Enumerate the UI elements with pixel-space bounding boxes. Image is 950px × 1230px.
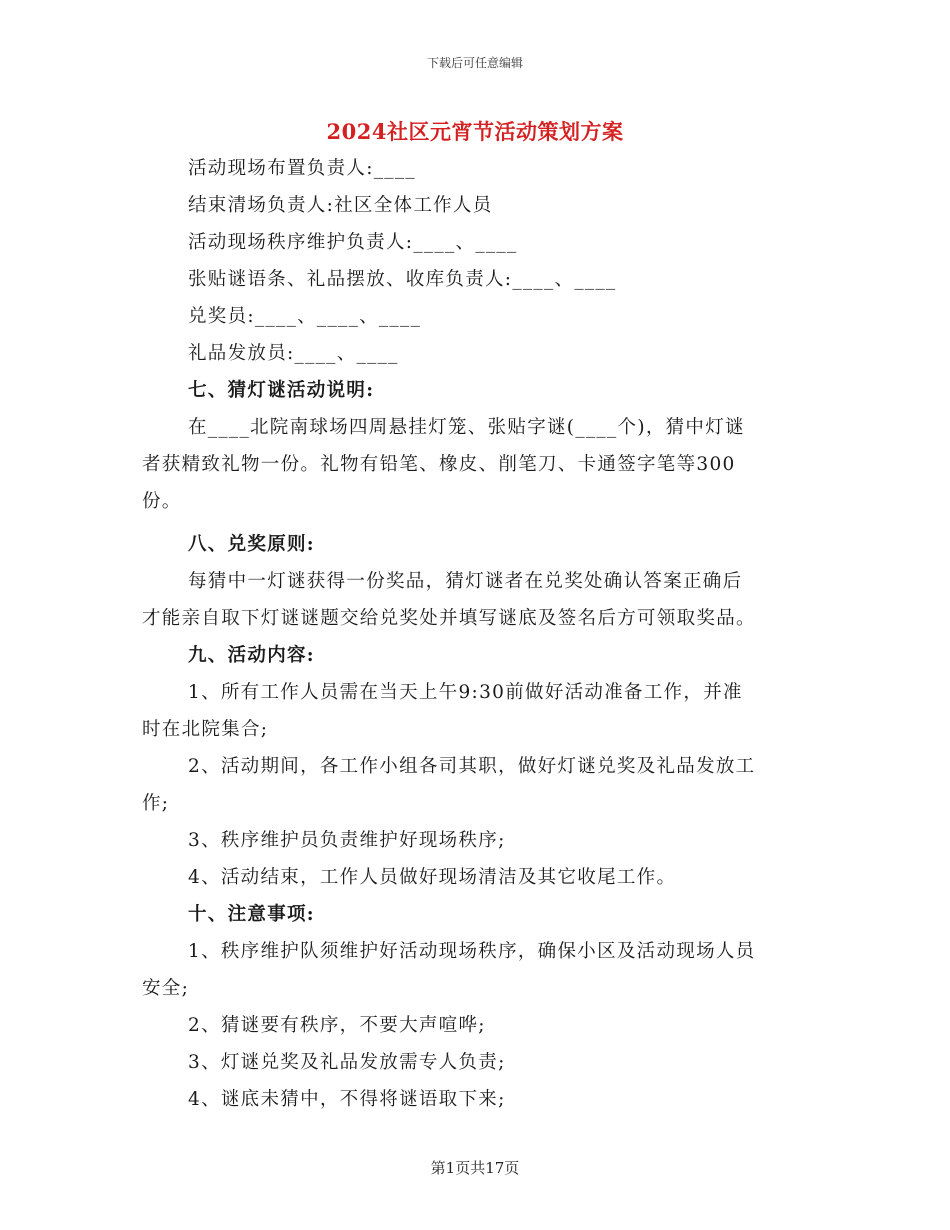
paragraph-line: 张贴谜语条、礼品摆放、收库负责人:____、____ [188,269,617,290]
paragraph-line: 在____北院南球场四周悬挂灯笼、张贴字谜(____个)，猜中灯谜 [188,417,745,438]
paragraph-line: 每猜中一灯谜获得一份奖品，猜灯谜者在兑奖处确认答案正确后 [188,571,743,592]
paragraph-line: 者获精致礼物一份。礼物有铅笔、橡皮、削笔刀、卡通签字笔等300 [142,454,736,475]
section-heading: 八、兑奖原则: [188,534,315,555]
section-heading: 十、注意事项: [188,904,315,925]
paragraph-line: 才能亲自取下灯谜谜题交给兑奖处并填写谜底及签名后方可领取奖品。 [142,608,756,629]
paragraph-line: 活动现场布置负责人:____ [188,158,416,179]
paragraph-line: 3、秩序维护员负责维护好现场秩序; [188,830,506,851]
paragraph-line: 3、灯谜兑奖及礼品发放需专人负责; [188,1052,506,1073]
paragraph-line: 安全; [142,978,190,999]
paragraph-line: 4、活动结束，工作人员做好现场清洁及其它收尾工作。 [188,867,677,888]
paragraph-line: 4、谜底未猜中，不得将谜语取下来; [188,1089,506,1110]
paragraph-line: 结束清场负责人:社区全体工作人员 [188,195,493,216]
paragraph-line: 1、所有工作人员需在当天上午9:30前做好活动准备工作，并准 [188,682,743,703]
page-header-note: 下载后可任意编辑 [426,56,523,70]
document-title: 2024社区元宵节活动策划方案 [326,119,624,144]
paragraph-line: 时在北院集合; [142,719,269,740]
paragraph-line: 1、秩序维护队须维护好活动现场秩序，确保小区及活动现场人员 [188,941,756,962]
paragraph-line: 礼品发放员:____、____ [188,343,399,364]
paragraph-line: 活动现场秩序维护负责人:____、____ [188,232,518,253]
paragraph-line: 2、猜谜要有秩序，不要大声喧哗; [188,1015,486,1036]
page-number-footer: 第1页共17页 [430,1159,520,1177]
paragraph-line: 作; [142,793,170,814]
paragraph-line: 兑奖员:____、____、____ [188,306,422,327]
section-heading: 七、猜灯谜活动说明: [188,380,375,401]
document-body [142,150,807,1118]
section-heading: 九、活动内容: [188,645,315,666]
paragraph-line: 2、活动期间，各工作小组各司其职，做好灯谜兑奖及礼品发放工 [188,756,756,777]
paragraph-line: 份。 [142,491,182,512]
